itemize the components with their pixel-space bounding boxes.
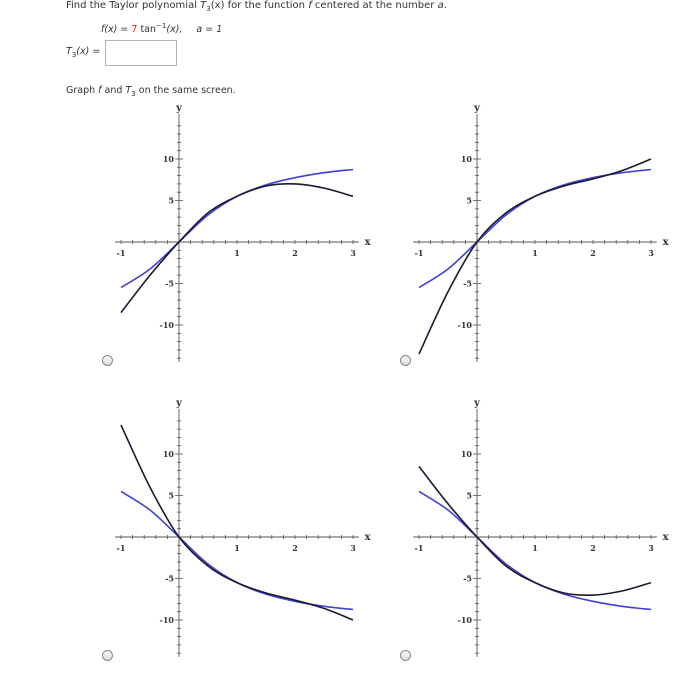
x-tick-label: -1 (414, 543, 424, 553)
y-tick-label: -10 (159, 320, 174, 330)
x-axis-label: x (662, 237, 669, 248)
x-tick-label: 1 (234, 248, 240, 258)
x-tick-label: 3 (350, 248, 356, 258)
y-tick-label: 10 (460, 154, 472, 164)
y-tick-label: -5 (165, 573, 174, 584)
y-tick-label: 10 (162, 154, 174, 164)
x-axis-label: x (364, 532, 371, 543)
graph-3 (115, 398, 371, 657)
x-tick-label: 1 (532, 248, 538, 258)
center-value: a = 1 (196, 24, 223, 36)
y-axis-label: y (176, 103, 182, 114)
x-tick-label: 3 (350, 543, 356, 553)
y-tick-label: -10 (457, 615, 472, 625)
y-tick-label: -5 (463, 573, 472, 584)
x-tick-label: 1 (234, 543, 240, 553)
x-axis-label: x (364, 237, 371, 248)
x-tick-label: -1 (414, 248, 424, 258)
y-tick-label: -5 (463, 278, 472, 289)
y-tick-label: -5 (165, 278, 174, 289)
y-tick-label: 5 (466, 195, 472, 206)
y-tick-label: 5 (168, 490, 174, 501)
y-axis-label: y (474, 103, 480, 114)
x-tick-label: 3 (648, 248, 654, 258)
x-tick-label: -1 (116, 248, 126, 258)
x-axis-label: x (662, 532, 669, 543)
graph-4 (413, 398, 669, 657)
y-tick-label: 10 (162, 449, 174, 459)
function-definition: f(x) = 7 $\tan^{-1}(x)$, a = 1 (101, 22, 223, 36)
y-axis-label: y (176, 398, 182, 409)
y-tick-label: -10 (457, 320, 472, 330)
graph-prompt: Graph f and $T_3$ on the same screen. (66, 85, 236, 98)
graph-2 (413, 103, 669, 362)
x-tick-label: 1 (532, 543, 538, 553)
curve-T3 (419, 466, 651, 595)
x-tick-label: 2 (292, 248, 298, 258)
radio-option-4[interactable] (400, 650, 411, 661)
y-tick-label: 5 (466, 490, 472, 501)
curve-f (419, 170, 651, 288)
x-tick-label: 2 (590, 543, 596, 553)
coefficient: 7 (131, 24, 138, 36)
y-tick-label: -10 (159, 615, 174, 625)
x-tick-label: 3 (648, 543, 654, 553)
radio-option-3[interactable] (102, 650, 113, 661)
answer-label: $T_3(x)$ = (66, 46, 101, 59)
x-tick-label: 2 (292, 543, 298, 553)
graph-1 (115, 103, 371, 362)
x-tick-label: 2 (590, 248, 596, 258)
x-tick-label: -1 (116, 543, 126, 553)
y-axis-label: y (474, 398, 480, 409)
y-tick-label: 5 (168, 195, 174, 206)
radio-option-1[interactable] (102, 355, 113, 366)
question-text: Find the Taylor polynomial $T_3(x)$ for the function f centered at the number a. (66, 0, 447, 13)
radio-option-2[interactable] (400, 355, 411, 366)
y-tick-label: 10 (460, 449, 472, 459)
curve-T3 (121, 425, 353, 620)
